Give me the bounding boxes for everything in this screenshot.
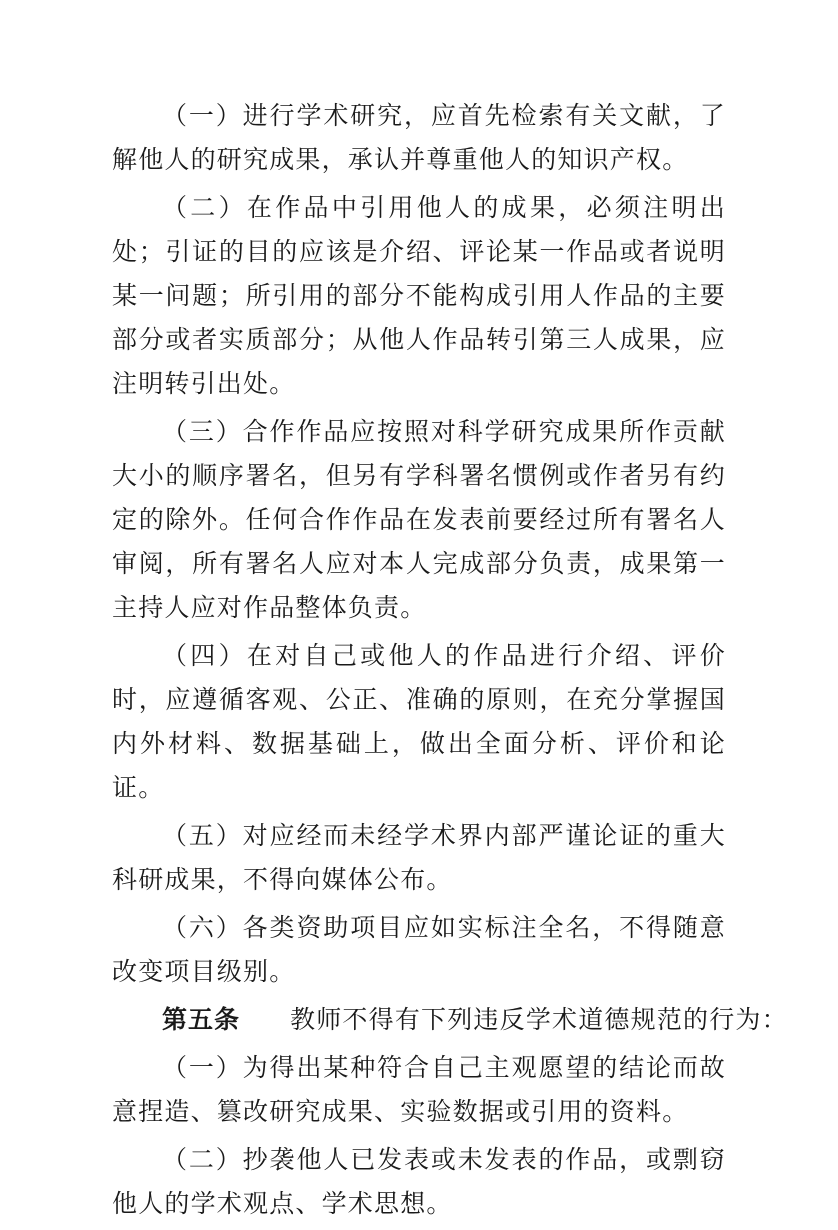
paragraph-item-3: （三）合作作品应按照对科学研究成果所作贡献大小的顺序署名，但另有学科署名惯例或作者另有约定的除外。任何合作作品在发表前要经过所有署名人审阅，所有署名人应对本人完成部分负责，成果第一主持人应对作品整体负责。 <box>112 417 726 622</box>
paragraph-item-4: （四）在对自己或他人的作品进行介绍、评价时，应遵循客观、公正、准确的原则，在充分掌握国内外材料、数据基础上，做出全面分析、评价和论证。 <box>112 641 726 802</box>
article-text: 教师不得有下列违反学术道德规范的行为： <box>290 1005 788 1034</box>
article-five-item-2: （二）抄袭他人已发表或未发表的作品，或剽窃他人的学术观点、学术思想。 <box>112 1145 726 1218</box>
article-five-item-1: （一）为得出某种符合自己主观愿望的结论而故意捏造、篡改研究成果、实验数据或引用的资料。 <box>112 1053 726 1126</box>
paragraph-item-5: （五）对应经而未经学术界内部严谨论证的重大科研成果，不得向媒体公布。 <box>112 821 726 894</box>
paragraph-item-2: （二）在作品中引用他人的成果，必须注明出处；引证的目的应该是介绍、评论某一作品或者说明某一问题；所引用的部分不能构成引用人作品的主要部分或者实质部分；从他人作品转引第三人成果，应注明转引出处。 <box>112 193 726 398</box>
document-body <box>112 94 788 1230</box>
paragraph-item-6: （六）各类资助项目应如实标注全名，不得随意改变项目级别。 <box>112 913 726 986</box>
article-five <box>112 998 788 1042</box>
paragraph-item-1: （一）进行学术研究，应首先检索有关文献，了解他人的研究成果，承认并尊重他人的知识产权。 <box>112 101 726 174</box>
article-label: 第五条 <box>162 1005 241 1034</box>
